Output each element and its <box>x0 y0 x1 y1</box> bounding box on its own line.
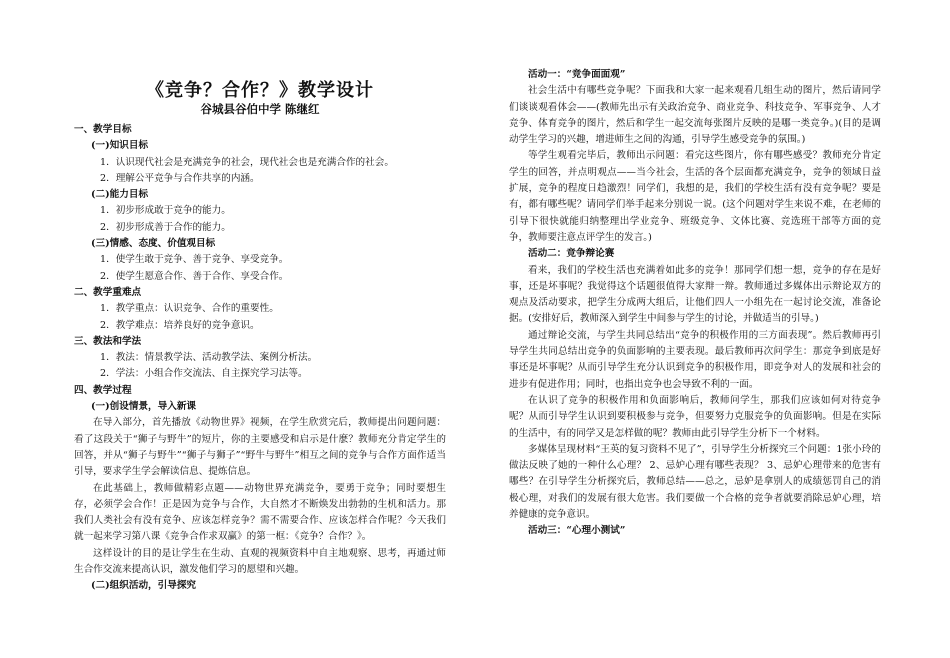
list-item: 2．学法：小组合作交流法、自主探究学习法等。 <box>100 368 308 380</box>
list-item: 2．初步形成善于合作的能力。 <box>100 221 231 233</box>
section-heading: 二、教学重难点 <box>74 286 142 298</box>
right-body <box>509 67 881 540</box>
activity-heading: 活动二：竞争辩论赛 <box>528 248 615 260</box>
paragraph: 在导入部分，首先播放《动物世界》视频，在学生欣赏完后，教师提出问题问题：看了这段关于“狮子与野牛”的短片，你的主要感受和启示是什麽？教师充分肯定学生的回答，并从“狮子与野牛”“狮子与狮子”“野牛与野牛”相互之间的竞争与合作方面作适当引导，要求学生学会解读信息、提炼信息。 <box>74 417 446 478</box>
list-item: 1．使学生敢于竞争、善于竞争、享受竞争。 <box>100 254 289 266</box>
paragraph: 这样设计的目的是让学生在生动、直观的视频资料中自主地观察、思考，再通过师生合作交流来提高认识，激发他们学习的愿望和兴趣。 <box>74 547 446 576</box>
paragraph: 等学生观看完毕后，教师出示问题：看完这些图片，你有哪些感受？教师充分肯定学生的回答，并点明观点——当今社会，生活的各个层面都充满竞争，竞争的领域日益扩展，竞争的程度日趋激烈！同学们，我想的是，我们的学校生活有没有竞争呢？要是有，都有哪些呢？请同学们举手起来分别说一说。(这个问题对学生来说不难，在老师的引导下很快就能归纳整理出学业竞争、班级竞争、文体比赛、竞选班干部等方面的竞争，教师要注意点评学生的发言。) <box>509 150 881 243</box>
list-item: 1．教学重点：认识竞争、合作的重要性。 <box>100 303 279 315</box>
paragraph: 在此基础上，教师做精彩点题——动物世界充满竞争，要勇于竞争；同时要想生存，必须学会合作！正是因为竞争与合作，大自然才不断焕发出勃勃的生机和活力。那我们人类社会有没有竞争、应该怎样竞争？需不需要合作、应该怎样合作呢？今天我们就一起来学习第八课《竞争合作求双赢》的第一框：《竞争？合作？》。 <box>74 482 446 543</box>
section-heading: 一、教学目标 <box>74 124 132 135</box>
section-heading: 四、教学过程 <box>74 384 132 396</box>
document-title: 《竞争？合作？》教学设计 <box>146 80 374 101</box>
paragraph: 看来，我们的学校生活也充满着如此多的竞争！那同学们想一想，竞争的存在是好事，还是坏事呢？我觉得这个话题很值得大家辩一辩。教师通过多媒体出示辩论双方的观点及活动要求，把学生分成两大组后，让他们四人一小组先在一起讨论交流，准备论据。(安排好后，教师深入到学生中间参与学生的讨论，并做适当的引导。) <box>509 264 881 325</box>
paragraph: 社会生活中有哪些竞争呢？下面我和大家一起来观看几组生动的图片，然后请同学们谈谈观看体会——(教师先出示有关政治竞争、商业竞争、科技竞争、军事竞争、人才竞争、体育竞争的图片，然后和学生一起交流每张图片反映的是哪一类竞争。)(目的是调动学生学习的兴趣，增进师生之间的沟通，引导学生感受竞争的氛围。) <box>509 85 881 146</box>
paragraph: 在认识了竞争的积极作用和负面影响后，教师问学生，那我们应该如何对待竞争呢？从而引导学生认识到要积极参与竞争，但要努力克服竞争的负面影响。但是在实际的生活中，有的同学又是怎样做的呢？教师由此引导学生分析下一个材料。 <box>509 394 881 439</box>
subsection-heading: (三)情感、态度、价值观目标 <box>91 238 216 250</box>
subsection-heading: (一)创设情景，导入新课 <box>91 401 197 413</box>
list-item: 1．认识现代社会是充满竞争的社会，现代社会也是充满合作的社会。 <box>100 156 394 168</box>
paragraph: 通过辩论交流，与学生共同总结出“竞争的积极作用的三方面表现”。然后教师再引导学生共同总结出竞争的负面影响的主要表现。最后教师再次问学生：那竞争到底是好事还是坏事呢？从而引导学生充分认识到竞争的积极作用，即竞争对人的发展和社会的进步有促进作用；同时，也指出竞争也会导致不利的一面。 <box>509 329 881 390</box>
list-item: 1．初步形成敢于竞争的能力。 <box>100 205 231 217</box>
section-heading: 三、教法和学法 <box>74 335 142 347</box>
activity-heading: 活动一：“竞争面面观” <box>528 69 626 80</box>
activity-heading: 活动三：“心理小测试” <box>528 525 626 537</box>
left-body <box>74 122 446 595</box>
list-item: 2．教学难点：培养良好的竞争意识。 <box>100 319 260 331</box>
subsection-heading: (二)组织活动，引导探究 <box>91 580 197 592</box>
list-item: 2．使学生愿意合作、善于合作、享受合作。 <box>100 270 289 282</box>
document-author: 谷城县谷伯中学 陈继红 <box>200 102 320 116</box>
subsection-heading: (二)能力目标 <box>91 189 149 201</box>
subsection-heading: (一)知识目标 <box>91 140 149 152</box>
list-item: 2．理解公平竞争与合作共享的内涵。 <box>100 172 260 184</box>
paragraph: 多媒体呈现材料“王英的复习资料不见了”，引导学生分析探究三个问题：1张小玲的做法反映了她的一种什么心理？ 2、忌妒心理有哪些表现？ 3、忌妒心理带来的危害有哪些？在引导学生分析探究后，教师总结——总之，忌妒是拿别人的成绩惩罚自己的消极心理，对我们的发展有很大危害。我们要做一个合格的竞争者就要消除忌妒心理，培养健康的竞争意识。 <box>509 443 881 521</box>
list-item: 1．教法：情景教学法、活动教学法、案例分析法。 <box>100 352 318 364</box>
